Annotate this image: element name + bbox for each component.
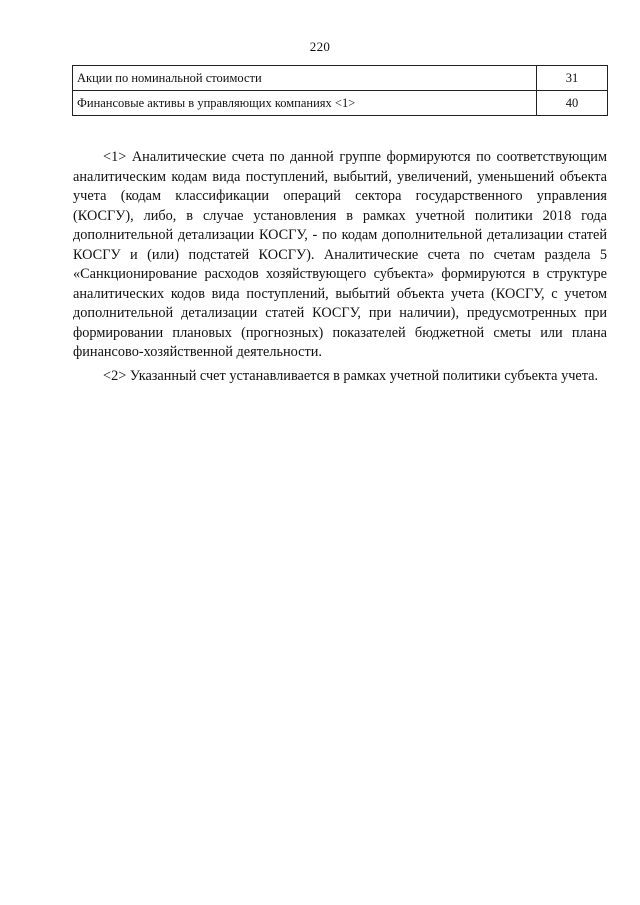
- table-row: [73, 91, 608, 116]
- page-number: 220: [309, 39, 331, 54]
- asset-name-cell: Финансовые активы в управляющих компаниях <1>: [73, 91, 537, 116]
- asset-code-cell: 31: [537, 66, 608, 91]
- table-row: [73, 66, 608, 91]
- assets-table: [72, 65, 608, 116]
- footnote-text: <1> Аналитические счета по данной группе формируются по соответствующим аналитическим кодам вида поступлений, выбытий, увеличений, уменьшений объекта учета (кодам классификации операций сектора государственного управления (КОСГУ), либо, в случае установления в рамках учетной политики 2018 года дополнительной детализации КОСГУ, - по кодам дополнительной детализации статей КОСГУ и (или) подстатей КОСГУ). Аналитические счета по счетам раздела 5 «Санкционирование расходов хозяйствующего субъекта» формируются в структуре аналитических кодов вида поступлений, выбытий объекта учета (КОСГУ, с учетом дополнительной детализации статей КОСГУ, при наличии), предусмотренных при формировании плановых (прогнозных) показателей бюджетной сметы или плана финансово-хозяйственной деятельности.: [73, 149, 607, 360]
- asset-code-cell: 40: [537, 91, 608, 116]
- asset-name-cell: Акции по номинальной стоимости: [73, 66, 537, 91]
- footnote-text: <2> Указанный счет устанавливается в рамках учетной политики субъекта учета.: [103, 368, 599, 384]
- footnote-2: [73, 367, 607, 387]
- footnote-1: [73, 148, 607, 363]
